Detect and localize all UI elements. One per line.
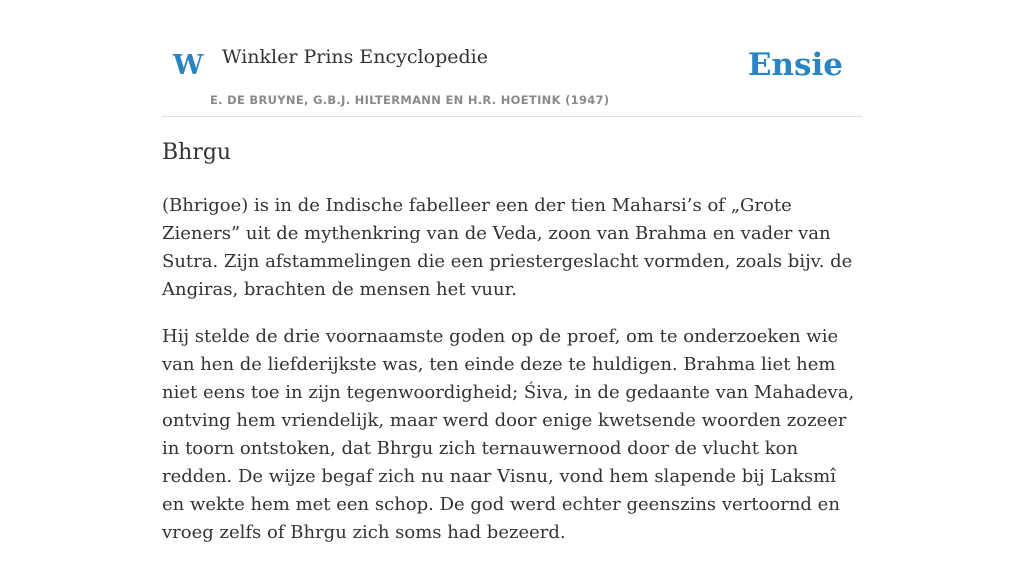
- article-title: Bhrgu: [162, 140, 232, 165]
- brand-logo[interactable]: Ensie: [747, 47, 843, 83]
- article-body: [162, 192, 862, 566]
- site-header: [162, 30, 862, 117]
- article-paragraph: (Bhrigoe) is in de Indische fabelleer een der tien Maharsi’s of „Grote Zieners” uit de mythenkring van de Veda, zoon van Brahma en vader van Sutra. Zijn afstammelingen die een priestergeslacht vormden, zoals bijv. de Angiras, brachten de mensen het vuur.: [162, 195, 853, 300]
- site-title[interactable]: Winkler Prins Encyclopedie: [222, 46, 488, 68]
- article-paragraph: Hij stelde de drie voornaamste goden op de proef, om te onderzoeken wie van hen de liefderijkste was, ten einde deze te huldigen. Brahma liet hem niet eens toe in zijn tegenwoordigheid; Śiva, in de gedaante van Mahadeva, ontving hem vriendelijk, maar werd door enige kwetsende woorden zozeer in toorn ontstoken, dat Bhrgu zich ternauwernood door de vlucht kon redden. De wijze begaf zich nu naar Visnu, vond hem slapende bij Laksmî en wekte hem met een schop. De god werd echter geenszins vertoornd en vroeg zelfs of Bhrgu zich soms had bezeerd.: [162, 326, 855, 543]
- logo-icon[interactable]: W: [173, 50, 204, 81]
- authors-line: E. DE BRUYNE, G.B.J. HILTERMANN EN H.R. HOETINK (1947): [210, 93, 610, 107]
